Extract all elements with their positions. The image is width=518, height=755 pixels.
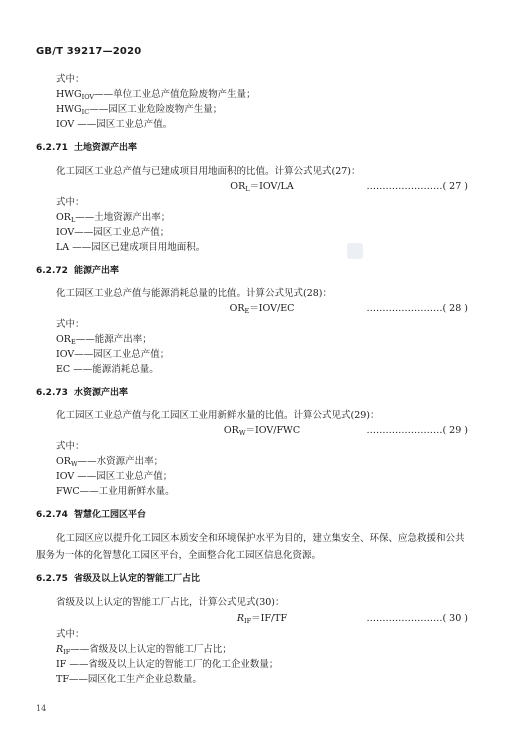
definition-line: IOV——园区工业总产值； <box>56 349 170 360</box>
definition-line: FWC——工业用新鲜水量。 <box>56 486 175 497</box>
section-paragraph: 化工园区工业总产值与已建成项目用地面积的比值。计算公式见式(27)： <box>56 166 361 177</box>
definition-line: $OR_W——$水资源产出率； <box>56 456 164 468</box>
section-paragraph: 省级及以上认定的智能工厂占比，计算公式见式(30)： <box>56 597 285 608</box>
formula-29: $OR_W=IOV$/FWC ……………………( 29 ) <box>223 425 468 437</box>
where-label: 式中： <box>56 74 85 85</box>
section-heading-6-2-73: 6.2.73 水资源产出率 <box>36 388 129 398</box>
definition-line: IOV ——园区工业总产值； <box>56 471 173 482</box>
section-paragraph: 化工园区工业总产值与化工园区工业用新鲜水量的比值。计算公式见式(29)： <box>56 410 380 421</box>
formula-30: $R_{IF}=IF/TF$ ……………………( 30 ) <box>236 613 468 625</box>
where-label: 式中： <box>56 197 85 208</box>
standard-number-header: GB/T 39217—2020 <box>36 46 142 57</box>
section-heading-6-2-71: 6.2.71 土地资源产出率 <box>36 143 138 153</box>
equation-number: ……………………( 27 ) <box>366 181 468 192</box>
definition-line: $HWG_{IC}——$园区工业危险废物产生量； <box>56 104 223 116</box>
definition-line: EC ——能源消耗总量。 <box>56 364 159 375</box>
formula-28: $OR_E=IOV/EC$ ……………………( 28 ) <box>229 303 468 315</box>
watermark-stamp <box>347 243 363 259</box>
definition-line: $R_{IF}——$省级及以上认定的智能工厂占比； <box>56 644 232 656</box>
where-label: 式中： <box>56 629 85 640</box>
definition-line: IF ——省级及以上认定的智能工厂的化工企业数量； <box>56 659 279 670</box>
definition-line: IOV——园区工业总产值； <box>56 227 170 238</box>
definition-line: $HWG_{IOV}——$单位工业总产值危险废物产生量； <box>56 89 256 101</box>
definition-line: LA ——园区已建成项目用地面积。 <box>56 242 206 253</box>
section-paragraph: 化工园区工业总产值与能源消耗总量的比值。计算公式见式(28)： <box>56 288 333 299</box>
page-number: 14 <box>36 704 47 713</box>
definition-line: TF——园区化工生产企业总数量。 <box>56 674 202 685</box>
definition-line: $OR_L——$土地资源产出率； <box>56 212 171 224</box>
section-heading-6-2-75: 6.2.75 省级及以上认定的智能工厂占比 <box>36 574 201 584</box>
equation-number: ……………………( 30 ) <box>366 613 468 624</box>
section-heading-6-2-72: 6.2.72 能源产出率 <box>36 266 120 276</box>
equation-number: ……………………( 29 ) <box>366 425 468 436</box>
section-paragraph: 化工园区应以提升化工园区本质安全和环境保护水平为目的，建立集安全、环保、应急救援和公共 <box>56 533 465 544</box>
formula-27: $OR_L=IOV/LA$ ……………………( 27 ) <box>230 181 468 193</box>
where-label: 式中： <box>56 319 85 330</box>
where-label: 式中： <box>56 441 85 452</box>
section-paragraph-continued: 服务为一体的化智慧化工园区平台，全面整合化工园区信息化资源。 <box>36 550 322 561</box>
section-heading-6-2-74: 6.2.74 智慧化工园区平台 <box>36 510 147 520</box>
definition-line: $OR_E——$能源产出率； <box>56 334 152 346</box>
definition-line: IOV ——园区工业总产值。 <box>56 119 173 130</box>
equation-number: ……………………( 28 ) <box>366 303 468 314</box>
